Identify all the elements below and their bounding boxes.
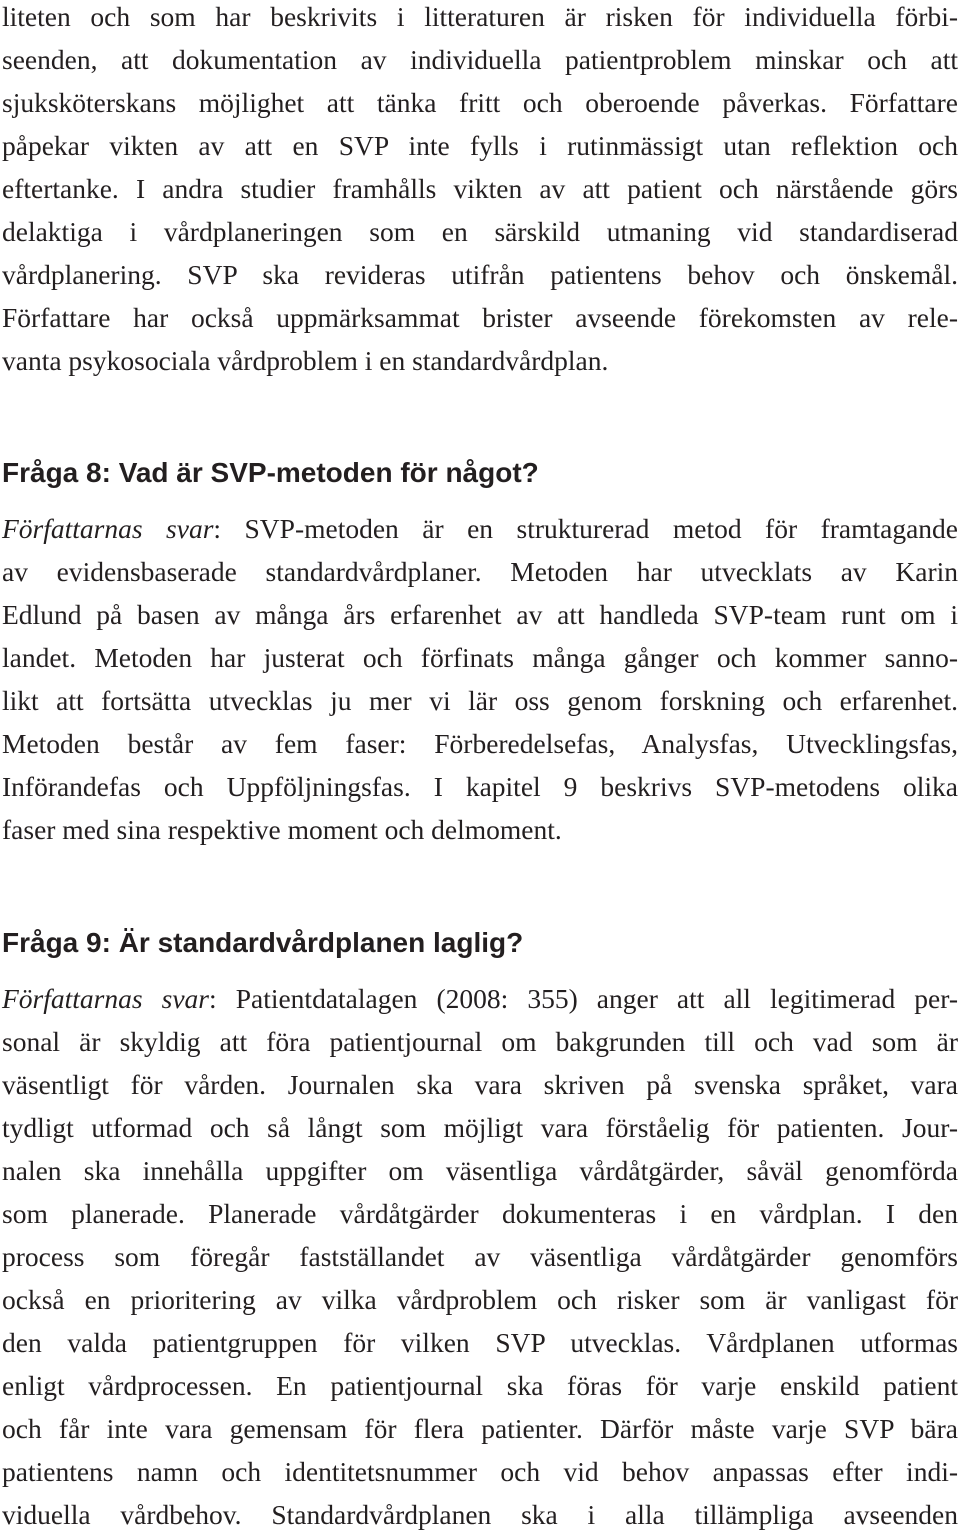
text-line — [2, 977, 958, 1020]
body-paragraph-answer-8 — [2, 507, 958, 851]
text-line: och får inte vara gemensam för flera patienter. Därför måste varje SVP bära — [2, 1413, 958, 1444]
body-paragraph-intro — [2, 0, 958, 382]
text-line: patientens namn och identitetsnummer och vid behov anpassas efter indi- — [2, 1456, 958, 1487]
text-line: av evidensbaserade standardvårdplaner. Metoden har utvecklats av Karin — [2, 556, 958, 587]
answer-label: Författarnas svar — [2, 983, 209, 1014]
section-heading-question-9: Fråga 9: Är standardvårdplanen laglig? — [2, 927, 524, 958]
text-line: viduella vårdbehov. Standardvårdplanen ska i alla tillämpliga avseenden — [2, 1499, 958, 1530]
text-line: enligt vårdprocessen. En patientjournal ska föras för varje enskild patient — [2, 1370, 958, 1401]
text-line: vanta psykosociala vårdproblem i en standardvårdplan. — [2, 345, 609, 376]
text-line: sjuksköterskans möjlighet att tänka fritt och oberoende påverkas. Författare — [2, 87, 958, 118]
text-line — [2, 507, 958, 550]
answer-text: : Patientdatalagen (2008: 355) anger att all legitimerad per- — [209, 983, 958, 1014]
answer-text: : SVP-metoden är en strukturerad metod för framtagande — [213, 513, 958, 544]
text-line: sonal är skyldig att föra patientjournal om bakgrunden till och vad som är — [2, 1026, 958, 1057]
text-line: faser med sina respektive moment och delmoment. — [2, 814, 562, 845]
text-line: delaktiga i vårdplaneringen som en särskild utmaning vid standardiserad — [2, 216, 958, 247]
text-line: väsentligt för vården. Journalen ska vara skriven på svenska språket, vara — [2, 1069, 958, 1100]
text-line: Författare har också uppmärksammat brister avseende förekomsten av rele- — [2, 302, 958, 333]
text-line: Metoden består av fem faser: Förberedelsefas, Analysfas, Utvecklingsfas, — [2, 728, 958, 759]
text-line: tydligt utformad och så långt som möjligt vara förståelig för patienten. Jour- — [2, 1112, 958, 1143]
text-line: som planerade. Planerade vårdåtgärder dokumenteras i en vårdplan. I den — [2, 1198, 958, 1229]
text-line: påpekar vikten av att en SVP inte fylls i rutinmässigt utan reflektion och — [2, 130, 958, 161]
text-line: också en prioritering av vilka vårdproblem och risker som är vanligast för — [2, 1284, 958, 1315]
body-paragraph-answer-9 — [2, 977, 958, 1536]
text-line: eftertanke. I andra studier framhålls vikten av att patient och närstående görs — [2, 173, 958, 204]
text-line: vårdplanering. SVP ska revideras utifrån patientens behov och önskemål. — [2, 259, 958, 290]
text-line: process som föregår fastställandet av väsentliga vårdåtgärder genomförs — [2, 1241, 958, 1272]
answer-label: Författarnas svar — [2, 513, 214, 544]
text-line: Införandefas och Uppföljningsfas. I kapitel 9 beskrivs SVP-metodens olika — [2, 771, 958, 802]
text-line: likt att fortsätta utvecklas ju mer vi lär oss genom forskning och erfarenhet. — [2, 685, 958, 716]
section-heading-question-8: Fråga 8: Vad är SVP-metoden för något? — [2, 457, 539, 488]
text-line: Edlund på basen av många års erfarenhet av att handleda SVP-team runt om i — [2, 599, 958, 630]
text-line: landet. Metoden har justerat och förfinats många gånger och kommer sanno- — [2, 642, 958, 673]
text-line: nalen ska innehålla uppgifter om väsentliga vårdåtgärder, såväl genomförda — [2, 1155, 958, 1186]
text-line: seenden, att dokumentation av individuella patientproblem minskar och att — [2, 44, 958, 75]
text-line: den valda patientgruppen för vilken SVP utvecklas. Vårdplanen utformas — [2, 1327, 958, 1358]
text-line: liteten och som har beskrivits i litteraturen är risken för individuella förbi- — [2, 1, 958, 32]
